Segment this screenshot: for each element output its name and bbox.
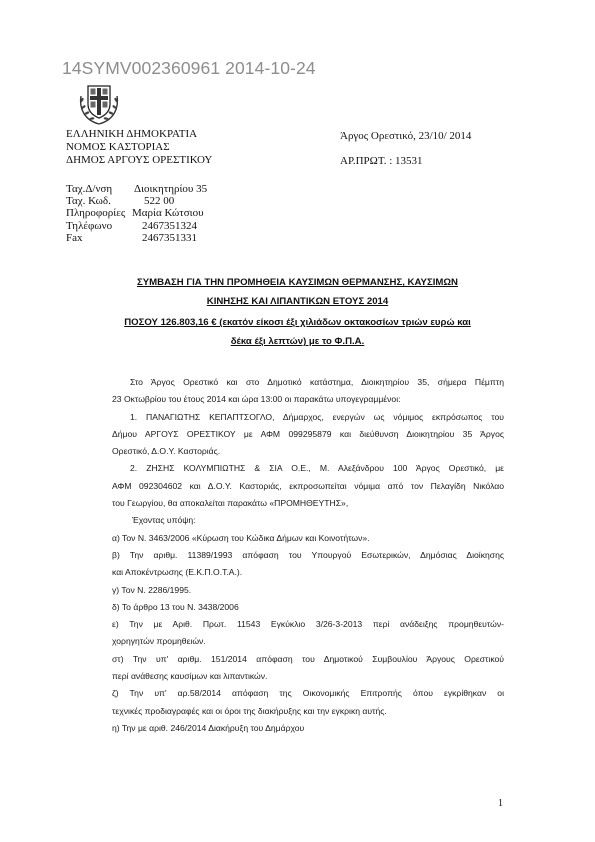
contract-title-line-1: ΣΥΜΒΑΣΗ ΓΙΑ ΤΗΝ ΠΡΟΜΗΘΕΙΑ ΚΑΥΣΙΜΩΝ ΘΕΡΜΑΝΣΗΣ, ΚΑΥΣΙΜΩΝ: [137, 277, 458, 288]
issuer-line-municipality: ΔΗΜΟΣ ΑΡΓΟΥΣ ΟΡΕΣΤΙΚΟΥ: [66, 154, 213, 166]
body-line: δ) Το άρθρο 13 του Ν. 3438/2006: [112, 601, 239, 612]
body-line: και Αποκέντρωσης (Ε.Κ.Π.Ο.Τ.Α.).: [112, 567, 243, 578]
contact-value: 2467351324: [142, 219, 197, 232]
issuer-line-country: ΕΛΛΗΝΙΚΗ ΔΗΜΟΚΡΑΤΙΑ: [66, 128, 198, 140]
document-id-watermark: 14SYMV002360961 2014-10-24: [62, 58, 316, 78]
contact-value: 522 00: [144, 195, 175, 208]
contact-value: Μαρία Κώτσιου: [132, 207, 204, 220]
contact-fax-row: [66, 232, 207, 244]
body-line: ζ) Την υπ' αρ.58/2014 απόφαση της Οικονομικής Επιτροπής όπου εγκρίθηκαν οι: [112, 688, 504, 699]
contact-label: Ταχ. Κωδ.: [66, 195, 111, 208]
body-line: Δήμου ΑΡΓΟΥΣ ΟΡΕΣΤΙΚΟΥ με ΑΦΜ 099295879 και διεύθυνση Διοικητηρίου 35 Άργος: [112, 428, 504, 439]
body-line: 23 Οκτωβρίου του έτους 2014 και ώρα 13:00 οι παρακάτω υπογεγραμμένοι:: [112, 394, 401, 405]
contact-label: Τηλέφωνο: [66, 219, 113, 232]
body-line: α) Τον Ν. 3463/2006 «Κύρωση του Κώδικα Δήμων και Κοινοτήτων».: [112, 532, 370, 543]
contact-value: Διοικητηρίου 35: [134, 183, 208, 195]
place-date: Άργος Ορεστικό, 23/10/ 2014: [340, 130, 472, 142]
contact-info-row: [66, 207, 207, 219]
contract-amount-line-1: ΠΟΣΟΥ 126.803,16 € (εκατόν είκοσι έξι χιλιάδων οκτακοσίων τριών ευρώ και: [124, 317, 471, 328]
contact-value: 2467351331: [142, 231, 197, 244]
body-line: στ) Την υπ' αριθμ. 151/2014 απόφαση του Δημοτικού Συμβουλίου Άργους Ορεστικού: [112, 653, 504, 664]
body-line: γ) Τον Ν. 2286/1995.: [112, 584, 192, 595]
contact-block: [66, 183, 207, 244]
body-line: 2. ΖΗΣΗΣ ΚΟΛΥΜΠΙΩΤΗΣ & ΣΙΑ Ο.Ε., Μ. Αλεξάνδρου 100 Άργος Ορεστικό, με: [130, 463, 504, 474]
body-line: περί ανάθεσης καυσίμων και λιπαντικών.: [112, 671, 268, 682]
issuer-block: [66, 128, 212, 167]
body-line: ΑΦΜ 092304602 και Δ.Ο.Υ. Καστοριάς, εκπροσωπείται νόμιμα από τον Πελαγίδη Νικόλαο: [112, 480, 504, 491]
contract-title-line-2: ΚΙΝΗΣΗΣ ΚΑΙ ΛΙΠΑΝΤΙΚΩΝ ΕΤΟΥΣ 2014: [206, 296, 389, 307]
contact-label: Πληροφορίες: [66, 207, 126, 220]
contract-amount-line-2: δέκα έξι λεπτών) με το Φ.Π.Α.: [230, 336, 365, 347]
body-line: χορηγητών προμηθειών.: [112, 636, 206, 647]
contact-label: Fax: [66, 231, 83, 244]
greek-coat-of-arms-icon: [76, 80, 122, 126]
contact-label: Ταχ.Δ/νση: [66, 183, 113, 195]
body-line: β) Την αριθμ. 11389/1993 απόφαση του Υπουργού Εσωτερικών, Δημόσιας Διοίκησης: [112, 549, 504, 560]
page-number: 1: [498, 798, 503, 809]
issuer-line-prefecture: ΝΟΜΟΣ ΚΑΣΤΟΡΙΑΣ: [66, 141, 170, 153]
body-line: Ορεστικό, Δ.Ο.Υ. Καστοριάς.: [112, 446, 221, 457]
body-line: τεχνικές προδιαγραφές και οι όροι της διακήρυξης και την εγκρικη αυτής.: [112, 705, 387, 716]
protocol-number: ΑΡ.ΠΡΩΤ. : 13531: [340, 155, 423, 167]
body-line: Έχοντας υπόψη:: [132, 515, 196, 526]
contact-phone-row: [66, 220, 207, 232]
body-line: του Γεωργίου, θα αποκαλείται παρακάτω «ΠΡΟΜΗΘΕΥΤΗΣ»,: [112, 498, 349, 509]
body-line: Στο Άργος Ορεστικό και στο Δημοτικό κατάστημα, Διοικητηρίου 35, σήμερα Πέμπτη: [130, 377, 504, 387]
contact-address-row: [66, 183, 207, 195]
body-line: 1. ΠΑΝΑΓΙΩΤΗΣ ΚΕΠΑΠΤΣΟΓΛΟ, Δήμαρχος, ενεργών ως νόμιμος εκπρόσωπος του: [130, 411, 504, 422]
contract-body: [112, 374, 504, 737]
contact-postal-row: [66, 195, 207, 207]
body-line: η) Την με αριθ. 246/2014 Διακήρυξη του Δημάρχου: [112, 722, 305, 733]
body-line: ε) Την με Αριθ. Πρωτ. 11543 Εγκύκλιο 3/26-3-2013 περί ανάδειξης προμηθευτών-: [112, 619, 504, 630]
